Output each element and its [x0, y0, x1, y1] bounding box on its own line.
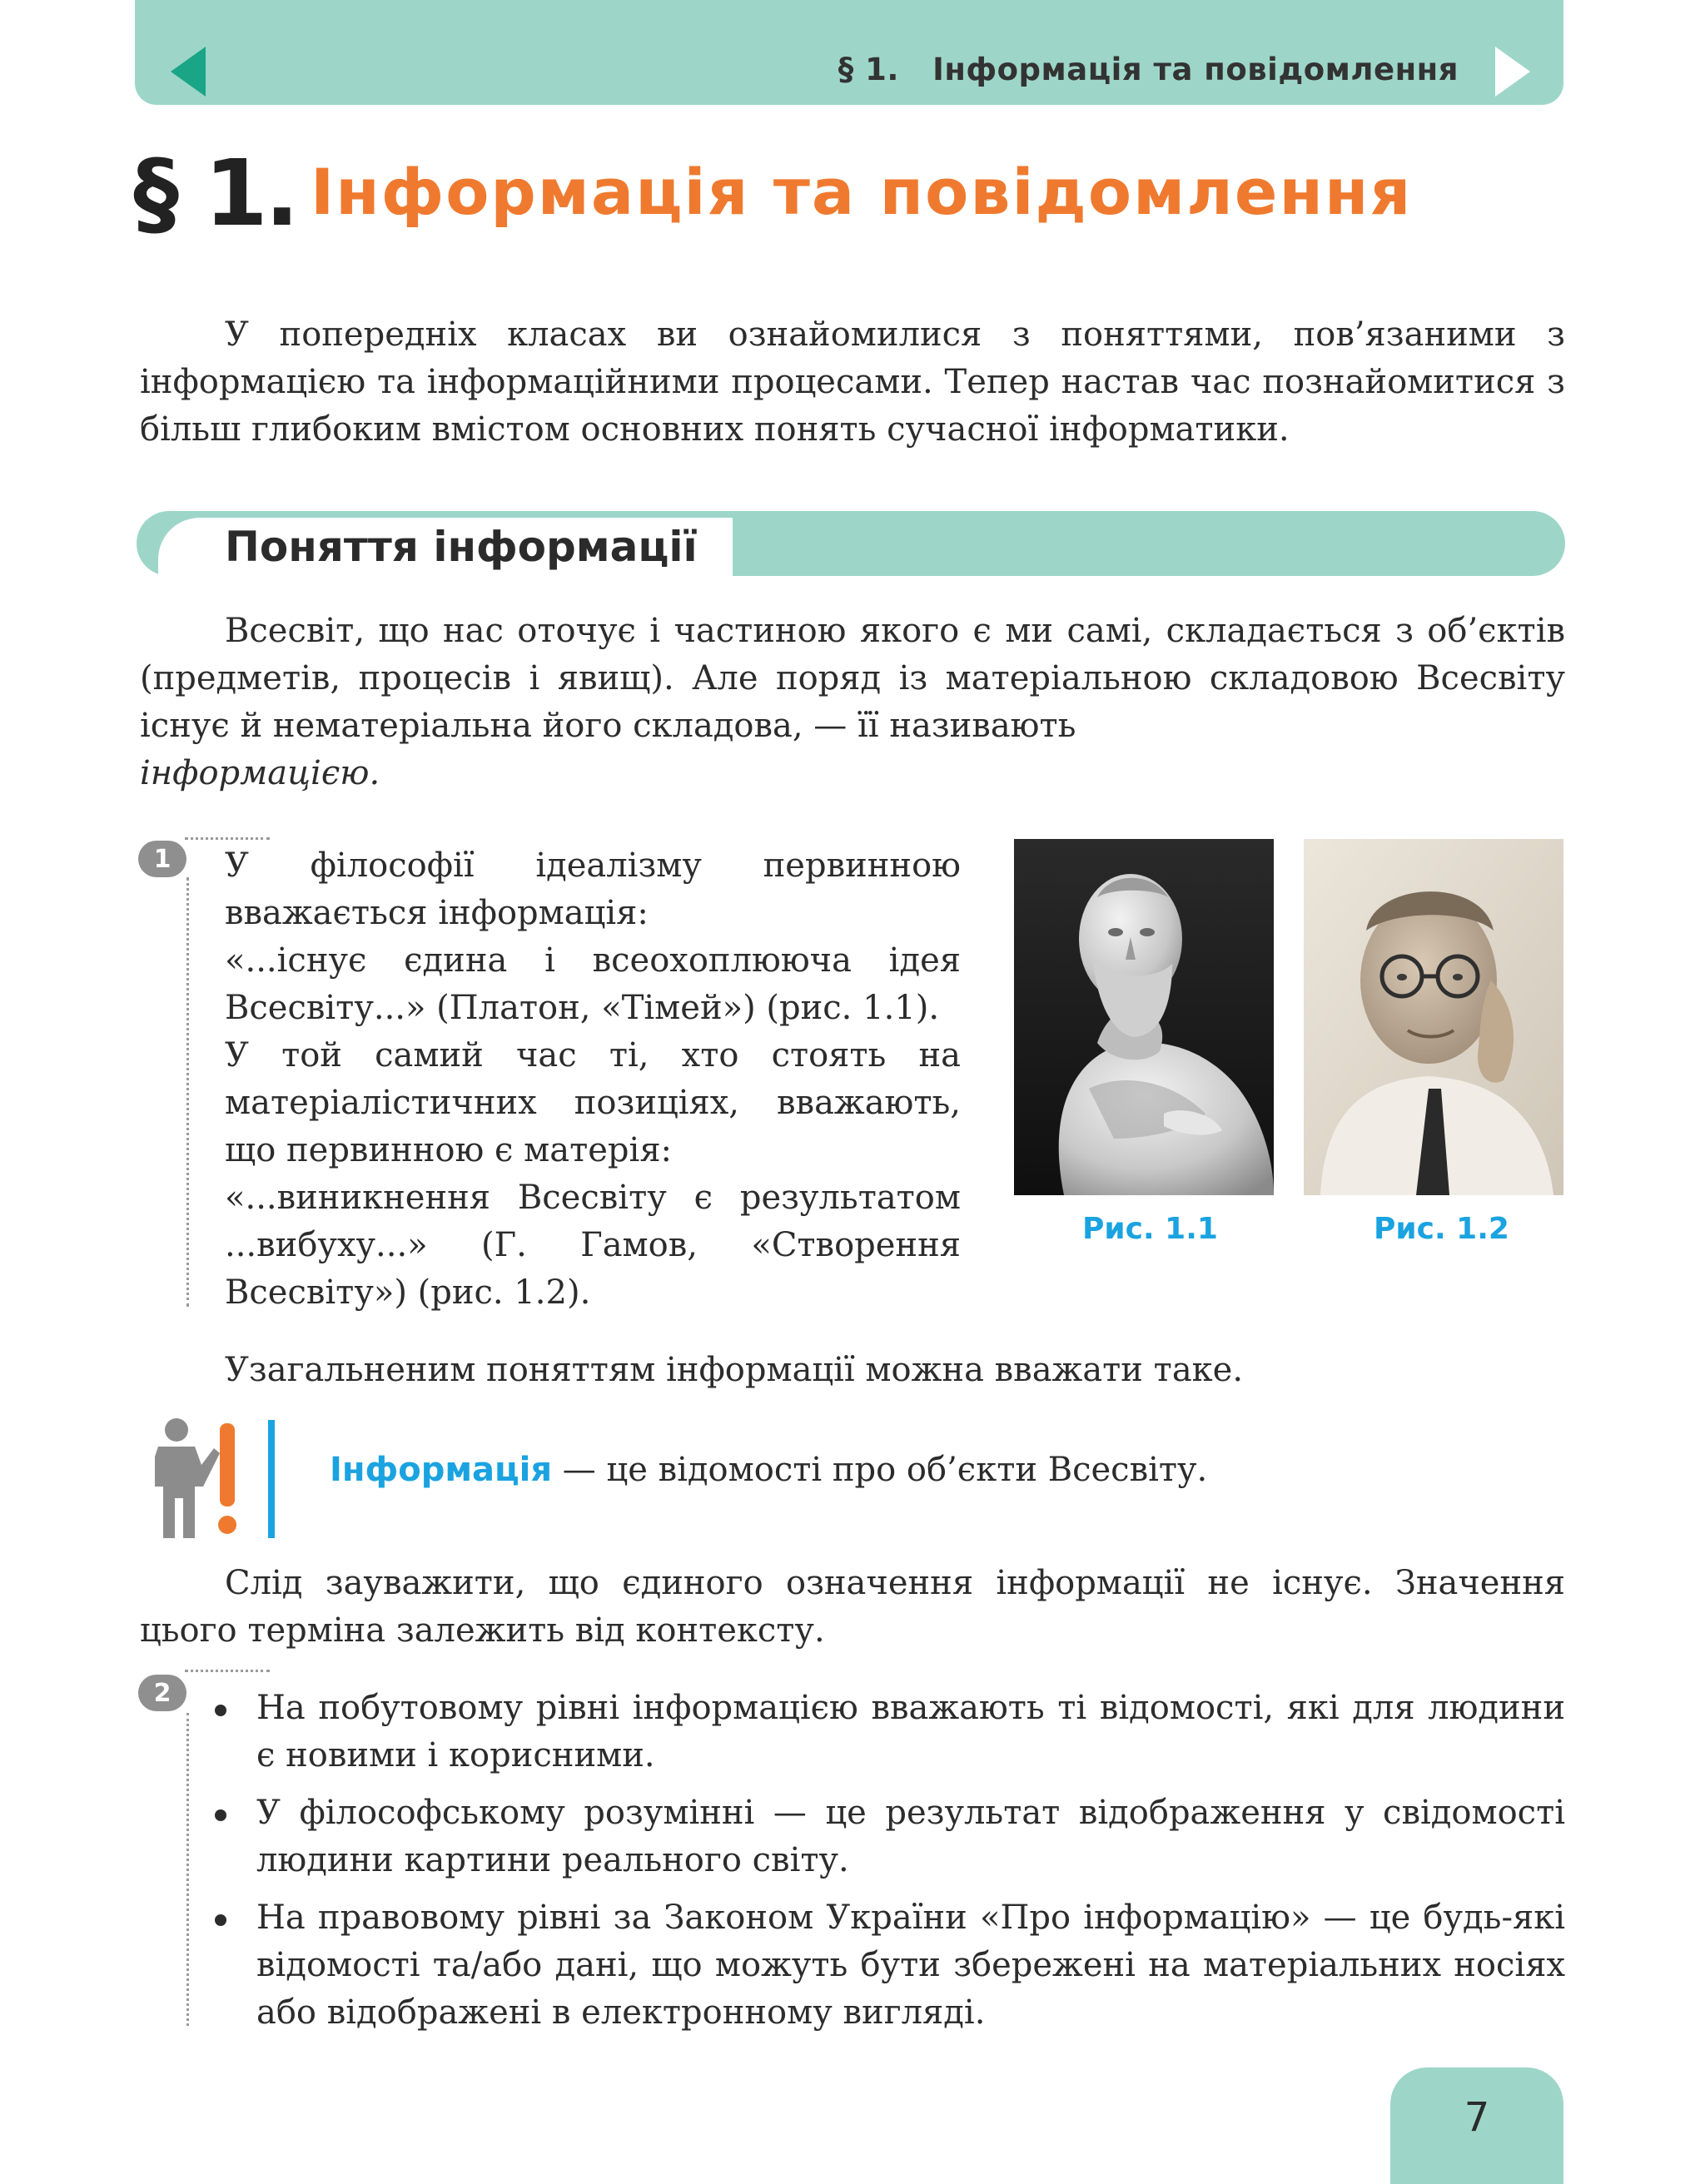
chapter-mark: § 1.: [133, 140, 296, 246]
figure-2-caption: Рис. 1.2: [1374, 1212, 1509, 1246]
figure-1-caption: Рис. 1.1: [1082, 1212, 1218, 1246]
list-item-text: У філософському розумінні — це результат відображення у свідомості людини картини реального світу.: [256, 1794, 1565, 1879]
general-text: Узагальненим поняттям інформації можна вважати таке.: [225, 1351, 1244, 1389]
back-arrow-icon[interactable]: [171, 47, 206, 97]
note-paragraph: [140, 1560, 1565, 1655]
definition-list: [215, 1685, 1565, 2047]
chapter-title: Інформація та повідомлення: [311, 155, 1413, 229]
philosophy-block: [225, 842, 961, 1317]
header-title: § 1. Інформація та повідомлення: [838, 52, 1459, 87]
marker-2-rule: [186, 1713, 189, 2026]
universe-term: інформацією.: [140, 754, 380, 792]
philosophy-line: У той самий час ті, хто стоять на матеріалістичних позиціях, вважають, що первинною є матерія:: [225, 1036, 961, 1169]
definition: [330, 1447, 1207, 1494]
list-item: [215, 1685, 1565, 1779]
marker-1-rule: [186, 877, 189, 1307]
universe-text: Всесвіт, що нас оточує і частиною якого є ми самі, складається з об’єктів (предметів, процесів і явищ). Але поряд із матеріальною складовою Всесвіту існує й нематеріальна його складова, — її називають: [140, 612, 1565, 745]
person-exclamation-icon: [143, 1415, 243, 1540]
plato-statue-image: [1014, 839, 1274, 1195]
list-item-text: На правовому рівні за Законом України «Про інформацію» — це будь-які відомості та/або дані, що можуть бути збережені на матеріальних носіях або відображені в електронному вигляді.: [256, 1899, 1565, 2032]
definition-term: Інформація: [330, 1451, 553, 1489]
bullet-icon: [215, 1705, 226, 1716]
list-item: [215, 1789, 1565, 1884]
philosophy-line: «...існує єдина і всеохоплююча ідея Всесвіту...» (Платон, «Тімей») (рис. 1.1).: [225, 941, 961, 1027]
general-paragraph: [225, 1347, 1565, 1394]
page-number: 7: [1464, 2094, 1490, 2141]
marker-1: 1: [138, 841, 186, 877]
philosophy-line: «...виникнення Всесвіту є результатом ...вибуху...» (Г. Гамов, «Створення Всесвіту») (рис. 1.2).: [225, 1179, 961, 1312]
list-item-text: На побутовому рівні інформацією вважають ті відомості, які для людини є новими і корисними.: [256, 1689, 1565, 1774]
definition-text: — це відомості про об’єкти Всесвіту.: [552, 1451, 1208, 1489]
section-title: Поняття інформації: [225, 523, 698, 571]
intro-paragraph: [140, 311, 1565, 454]
philosophy-line: У філософії ідеалізму первинною вважається інформація:: [225, 846, 961, 932]
list-item: [215, 1894, 1565, 2037]
gamow-portrait-image: [1304, 839, 1563, 1195]
marker-2: 2: [138, 1675, 186, 1711]
bullet-icon: [215, 1914, 226, 1926]
forward-arrow-icon[interactable]: [1495, 47, 1530, 97]
bullet-icon: [215, 1809, 226, 1821]
marker-2-dotline: [185, 1670, 270, 1672]
marker-1-dotline: [185, 837, 270, 840]
note-text: Слід зауважити, що єдиного означення інформації не існує. Значення цього терміна залежить від контексту.: [140, 1564, 1565, 1650]
intro-text: У попередніх класах ви ознайомилися з поняттями, пов’язаними з інформацією та інформаційними процесами. Тепер настав час познайомитися з більш глибоким вмістом основних понять сучасної інформатики.: [140, 315, 1565, 449]
universe-paragraph: [140, 608, 1565, 797]
definition-bar: [268, 1420, 275, 1538]
